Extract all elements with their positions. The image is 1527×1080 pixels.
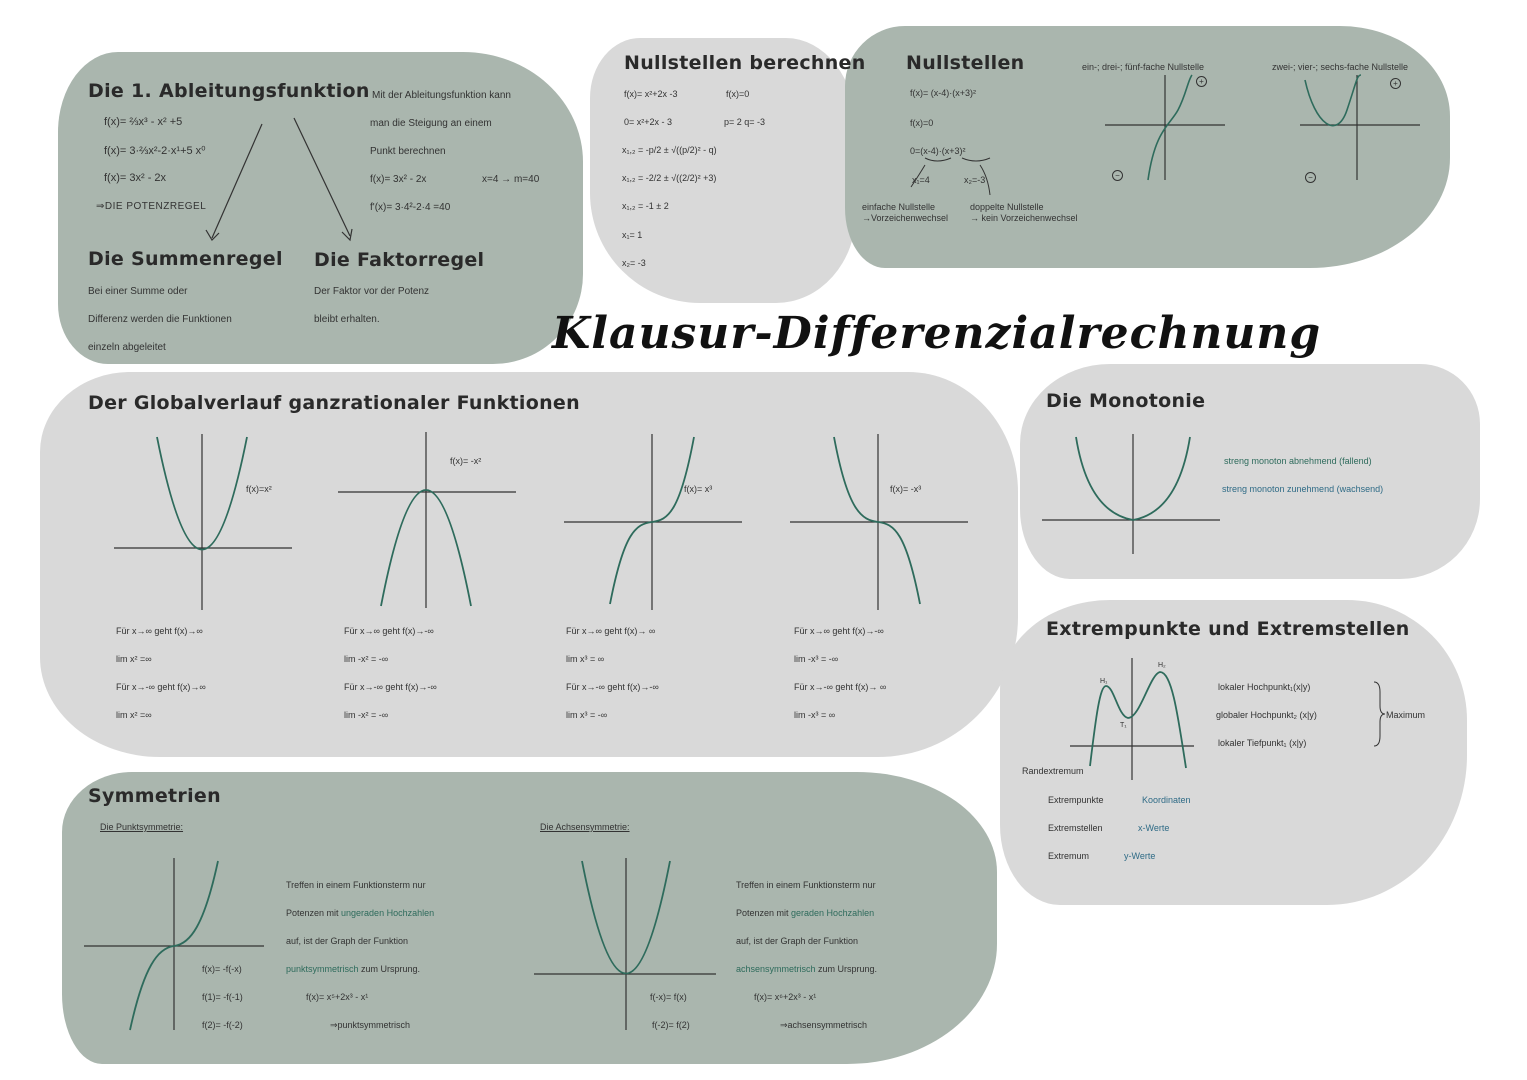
- punkt-text-3: auf, ist der Graph der Funktion: [286, 936, 409, 946]
- h2-label: H₂: [1158, 662, 1166, 669]
- extrem-heading: Extrempunkte und Extremstellen: [1046, 618, 1410, 640]
- ableitung-calc-3: f'(x)= 3·4²-2·4 =40: [370, 202, 451, 213]
- achsen-formula-4: ⇒achsensymmetrisch: [780, 1020, 868, 1030]
- randextremum-label: Randextremum: [1022, 766, 1084, 776]
- global-1-line-3: Für x→-∞ geht f(x)→∞: [116, 682, 206, 692]
- achsen-text-3: auf, ist der Graph der Funktion: [736, 936, 859, 946]
- global-label-2: f(x)= -x²: [450, 456, 482, 466]
- ableitung-desc-2: man die Steigung an einem: [370, 118, 492, 129]
- extrem-def-2-term: Extremstellen: [1048, 823, 1103, 833]
- extrem-def-1-term: Extrempunkte: [1048, 795, 1104, 805]
- extrem-def-3-term: Extremum: [1048, 851, 1090, 861]
- nullstellen-line-2: f(x)=0: [910, 118, 934, 128]
- achsensymmetrie-heading: Die Achsensymmetrie:: [540, 822, 630, 832]
- achsen-text-2: Potenzen mit geraden Hochzahlen: [736, 908, 875, 918]
- achsen-formula-2: f(-2)= f(2): [652, 1020, 690, 1030]
- punkt-formula-1: f(x)= -f(-x): [202, 964, 242, 974]
- achsen-formula-3: f(x)= x⁶+2x³ - x¹: [754, 992, 817, 1002]
- ableitung-calc-2: x=4 → m=40: [482, 174, 540, 185]
- global-2-line-4: lim -x² = -∞: [344, 710, 389, 720]
- achsen-text-4: achsensymmetrisch zum Ursprung.: [736, 964, 878, 974]
- nullstellen-graph-odd: [1100, 70, 1230, 185]
- plus-icon-2: +: [1390, 78, 1401, 89]
- punkt-teal-2: punktsymmetrisch: [286, 964, 359, 974]
- ableitung-calc-1: f(x)= 3x² - 2x: [370, 174, 427, 185]
- punkt-formula-3: f(2)= -f(-2): [202, 1020, 243, 1030]
- plus-icon: +: [1196, 76, 1207, 87]
- global-label-3: f(x)= x³: [684, 484, 713, 494]
- punkt-formula-4: f(x)= x⁵+2x³ - x¹: [306, 992, 369, 1002]
- extrem-graph: [1068, 656, 1198, 782]
- ableitung-formula-3: f(x)= 3x² - 2x: [104, 172, 167, 184]
- ableitung-desc-1: Mit der Ableitungsfunktion kann: [372, 90, 511, 101]
- extrem-line-1: lokaler Hochpunkt₁(x|y): [1218, 682, 1311, 692]
- extrem-line-2: globaler Hochpunkt₂ (x|y): [1216, 710, 1317, 720]
- achsen-teal-1: geraden Hochzahlen: [791, 908, 875, 918]
- global-label-1: f(x)=x²: [246, 484, 272, 494]
- extrem-def-2-val: x-Werte: [1138, 823, 1170, 833]
- h1-label: H₁: [1100, 678, 1108, 685]
- global-graph-x3: [562, 432, 744, 610]
- faktorregel-text-1: Der Faktor vor der Potenz: [314, 286, 430, 297]
- global-graph-negx3: [788, 432, 970, 610]
- ableitung-formula-1: f(x)= ⅔x³ - x² +5: [104, 116, 183, 128]
- monotonie-line-1: streng monoton abnehmend (fallend): [1224, 456, 1372, 466]
- minus-icon: −: [1112, 170, 1123, 181]
- global-4-line-1: Für x→∞ geht f(x)→-∞: [794, 626, 884, 636]
- ableitung-desc-3: Punkt berechnen: [370, 146, 446, 157]
- global-2-line-3: Für x→-∞ geht f(x)→-∞: [344, 682, 437, 692]
- t1-label: T₁: [1120, 722, 1127, 729]
- nullstellen-line-1: f(x)= (x-4)·(x+3)²: [910, 88, 976, 98]
- symmetrien-heading: Symmetrien: [88, 785, 221, 807]
- summenregel-heading: Die Summenregel: [88, 248, 283, 270]
- nullst-ber-line-5: x₁,₂ = -p/2 ± √((p/2)² - q): [622, 145, 717, 155]
- global-4-line-2: lim -x³ = -∞: [794, 654, 839, 664]
- achsen-graph: [532, 856, 718, 1032]
- nullst-ber-line-9: x₂= -3: [622, 258, 646, 268]
- extrem-def-1-val: Koordinaten: [1142, 795, 1191, 805]
- faktorregel-text-2: bleibt erhalten.: [314, 314, 380, 325]
- nullstellen-x1: x₁=4: [912, 175, 930, 185]
- global-1-line-2: lim x² =∞: [116, 654, 152, 664]
- achsen-text-1: Treffen in einem Funktionsterm nur: [736, 880, 876, 890]
- punkt-graph: [82, 856, 266, 1032]
- global-3-line-3: Für x→-∞ geht f(x)→-∞: [566, 682, 659, 692]
- global-3-line-2: lim x³ = ∞: [566, 654, 605, 664]
- potenzregel-note: ⇒DIE POTENZREGEL: [96, 201, 207, 212]
- punkt-text-1: Treffen in einem Funktionsterm nur: [286, 880, 426, 890]
- graph2-label: zwei-; vier-; sechs-fache Nullstelle: [1272, 62, 1409, 72]
- maximum-label: Maximum: [1386, 710, 1426, 720]
- nullstellen-heading: Nullstellen: [906, 52, 1025, 74]
- nullst-ber-heading: Nullstellen berechnen: [624, 52, 866, 74]
- nullst-ber-line-8: x₁= 1: [622, 230, 643, 240]
- nullstellen-graph-even: [1295, 70, 1425, 185]
- extrem-line-3: lokaler Tiefpunkt₁ (x|y): [1218, 738, 1307, 748]
- global-2-line-2: lim -x² = -∞: [344, 654, 389, 664]
- minus-icon-2: −: [1305, 172, 1316, 183]
- ableitung-heading: Die 1. Ableitungsfunktion: [88, 80, 370, 102]
- nullstellen-annot-arrows: [0, 0, 1, 1]
- global-graph-negx2: [336, 430, 518, 608]
- summenregel-text-2: Differenz werden die Funktionen: [88, 314, 232, 325]
- punktsymmetrie-heading: Die Punktsymmetrie:: [100, 822, 184, 832]
- global-4-line-4: lim -x³ = ∞: [794, 710, 836, 720]
- einfache-nullstelle-2: →Vorzeichenwechsel: [862, 213, 949, 223]
- monotonie-graph: [1040, 432, 1222, 556]
- graph1-label: ein-; drei-; fünf-fache Nullstelle: [1082, 62, 1205, 72]
- global-label-4: f(x)= -x³: [890, 484, 922, 494]
- ableitung-formula-2: f(x)= 3·⅔x²-2·x¹+5 x⁰: [104, 145, 206, 157]
- global-1-line-1: Für x→∞ geht f(x)→∞: [116, 626, 203, 636]
- nullstellen-x2: x₂=-3: [964, 175, 986, 185]
- extrem-brace: [1372, 680, 1386, 748]
- faktorregel-heading: Die Faktorregel: [314, 249, 485, 271]
- doppelte-nullstelle-1: doppelte Nullstelle: [970, 202, 1044, 212]
- punkt-teal-1: ungeraden Hochzahlen: [341, 908, 435, 918]
- nullst-ber-line-4: p= 2 q= -3: [724, 117, 766, 127]
- global-2-line-1: Für x→∞ geht f(x)→-∞: [344, 626, 434, 636]
- global-graph-x2: [112, 432, 294, 610]
- global-1-line-4: lim x² =∞: [116, 710, 152, 720]
- page-title: Klausur-Differenzialrechnung: [552, 308, 1322, 359]
- monotonie-line-2: streng monoton zunehmend (wachsend): [1222, 484, 1384, 494]
- global-3-line-4: lim x³ = -∞: [566, 710, 608, 720]
- punkt-formula-2: f(1)= -f(-1): [202, 992, 243, 1002]
- doppelte-nullstelle-2: → kein Vorzeichenwechsel: [970, 213, 1078, 223]
- monotonie-heading: Die Monotonie: [1046, 390, 1206, 412]
- punkt-formula-5: ⇒punktsymmetrisch: [330, 1020, 411, 1030]
- summenregel-text-1: Bei einer Summe oder: [88, 286, 188, 297]
- global-3-line-1: Für x→∞ geht f(x)→ ∞: [566, 626, 656, 636]
- global-heading: Der Globalverlauf ganzrationaler Funktionen: [88, 392, 580, 414]
- nullst-ber-line-3: 0= x²+2x - 3: [624, 117, 673, 127]
- einfache-nullstelle-1: einfache Nullstelle: [862, 202, 936, 212]
- nullstellen-line-3: 0=(x-4)·(x+3)²: [910, 146, 966, 156]
- extrem-def-3-val: y-Werte: [1124, 851, 1156, 861]
- punkt-text-2: Potenzen mit ungeraden Hochzahlen: [286, 908, 435, 918]
- global-4-line-3: Für x→-∞ geht f(x)→ ∞: [794, 682, 887, 692]
- nullst-ber-line-1: f(x)= x²+2x -3: [624, 89, 678, 99]
- nullst-ber-line-7: x₁,₂ = -1 ± 2: [622, 201, 669, 211]
- punkt-text-4: punktsymmetrisch zum Ursprung.: [286, 964, 421, 974]
- achsen-formula-1: f(-x)= f(x): [650, 992, 687, 1002]
- achsen-teal-2: achsensymmetrisch: [736, 964, 816, 974]
- summenregel-text-3: einzeln abgeleitet: [88, 342, 166, 353]
- nullst-ber-line-6: x₁,₂ = -2/2 ± √((2/2)² +3): [622, 173, 717, 183]
- nullst-ber-line-2: f(x)=0: [726, 89, 750, 99]
